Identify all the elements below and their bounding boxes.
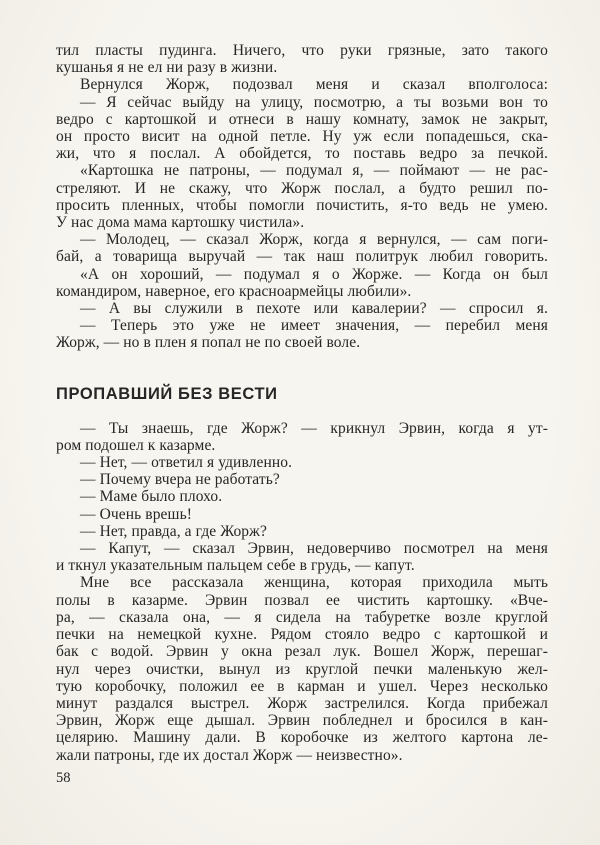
paragraph xyxy=(56,488,548,505)
paragraph xyxy=(56,506,548,523)
text-line: Мне все рассказала женщина, которая приходила мыть xyxy=(80,574,548,592)
text-line: — Ты знаешь, где Жорж? — крикнул Эрвин, когда я ут- xyxy=(80,419,548,437)
paragraph xyxy=(56,420,548,454)
text-line: — Очень врешь! xyxy=(80,505,192,523)
text-line: полы в казарме. Эрвин позвал ее чистить картошку. «Вче- xyxy=(56,591,548,609)
text-line: стреляют. И не скажу, что Жорж послал, а будто решил по- xyxy=(56,179,548,197)
paragraph xyxy=(56,317,548,351)
text-line: Эрвин, Жорж еще дышал. Эрвин побледнел и бросился в кан- xyxy=(56,712,548,730)
text-line: он просто висит на одной петле. Ну уж если попадешься, ска- xyxy=(56,128,548,146)
text-line: — Нет, правда, а где Жорж? xyxy=(80,522,267,540)
text-line: — Нет, — ответил я удивленно. xyxy=(80,454,293,472)
paragraph xyxy=(56,94,548,163)
text-line: бак с водой. Эрвин у окна резал лук. Вошел Жорж, перешаг- xyxy=(56,643,548,661)
paragraph xyxy=(56,471,548,488)
text-line: жали патроны, где их достал Жорж — неизвестно». xyxy=(56,746,403,764)
text-line: — Почему вчера не работать? xyxy=(80,471,280,489)
text-line: — Капут, — сказал Эрвин, недоверчиво посмотрел на меня xyxy=(80,540,548,558)
paragraph xyxy=(56,300,548,317)
text-line: просить пленных, чтобы помогли почистить, я-то ведь не умею. xyxy=(56,196,548,214)
text-line: целярию. Машину дали. В коробочке из желтого картона ле- xyxy=(56,729,548,747)
text-line: «Картошка не патроны, — подумал я, — поймают — не рас- xyxy=(80,162,548,180)
text-line: жи, что я послал. А обойдется, то поставь ведро за печкой. xyxy=(56,145,548,163)
text-line: Жорж, — но в плен я попал не по своей воле. xyxy=(56,334,361,352)
text-line: ведро с картошкой и отнеси в нашу комнату, замок не закрыт, xyxy=(56,110,548,128)
page-text-column xyxy=(56,42,548,764)
paragraph xyxy=(56,454,548,471)
text-line: — А вы служили в пехоте или кавалерии? — спросил я. xyxy=(80,300,548,318)
text-line: тую коробочку, положил ее в карман и ушел. Через несколько xyxy=(56,677,548,695)
text-line: командиром, наверное, его красноармейцы любили». xyxy=(56,282,412,300)
paragraph xyxy=(56,266,548,300)
text-line: и ткнул указательным пальцем себе в грудь, — капут. xyxy=(56,557,415,575)
text-line: бай, а товарища выручай — так наш политрук любил говорить. xyxy=(56,248,548,266)
paragraph xyxy=(56,162,548,231)
text-line: — Теперь это уже не имеет значения, — перебил меня xyxy=(80,317,548,335)
text-line: кушанья я не ел ни разу в жизни. xyxy=(56,59,278,77)
paragraph xyxy=(56,540,548,574)
paragraph xyxy=(56,231,548,265)
text-line: «А он хороший, — подумал я о Жорже. — Когда он был xyxy=(80,265,548,283)
paragraph xyxy=(56,523,548,540)
text-line: У нас дома мама картошку чистила». xyxy=(56,214,305,232)
text-line: — Маме было плохо. xyxy=(80,488,223,506)
paragraph xyxy=(56,76,548,93)
text-line: тил пласты пудинга. Ничего, что руки грязные, зато такого xyxy=(56,42,548,59)
text-line: — Молодец, — сказал Жорж, когда я вернулся, — сам поги- xyxy=(80,231,548,249)
text-line: Вернулся Жорж, подозвал меня и сказал вполголоса: xyxy=(80,76,548,94)
text-line: минут раздался выстрел. Жорж застрелился. Когда прибежал xyxy=(56,694,548,712)
text-section xyxy=(56,42,548,352)
text-section xyxy=(56,385,548,764)
section-heading: ПРОПАВШИЙ БЕЗ ВЕСТИ xyxy=(56,384,278,403)
text-line: ра, — сказала она, — я сидела на табуретке возле круглой xyxy=(56,608,548,626)
text-line: нул через очистки, вынул из круглой печки маленькую жел- xyxy=(56,660,548,678)
text-line: ром подошел к казарме. xyxy=(56,436,216,454)
text-line: — Я сейчас выйду на улицу, посмотрю, а ты возьми вон то xyxy=(80,93,548,111)
page-number: 58 xyxy=(56,770,71,786)
paragraph xyxy=(56,574,548,763)
text-line: печки на немецкой кухне. Рядом стояло ведро с картошкой и xyxy=(56,626,548,644)
paragraph xyxy=(56,42,548,76)
